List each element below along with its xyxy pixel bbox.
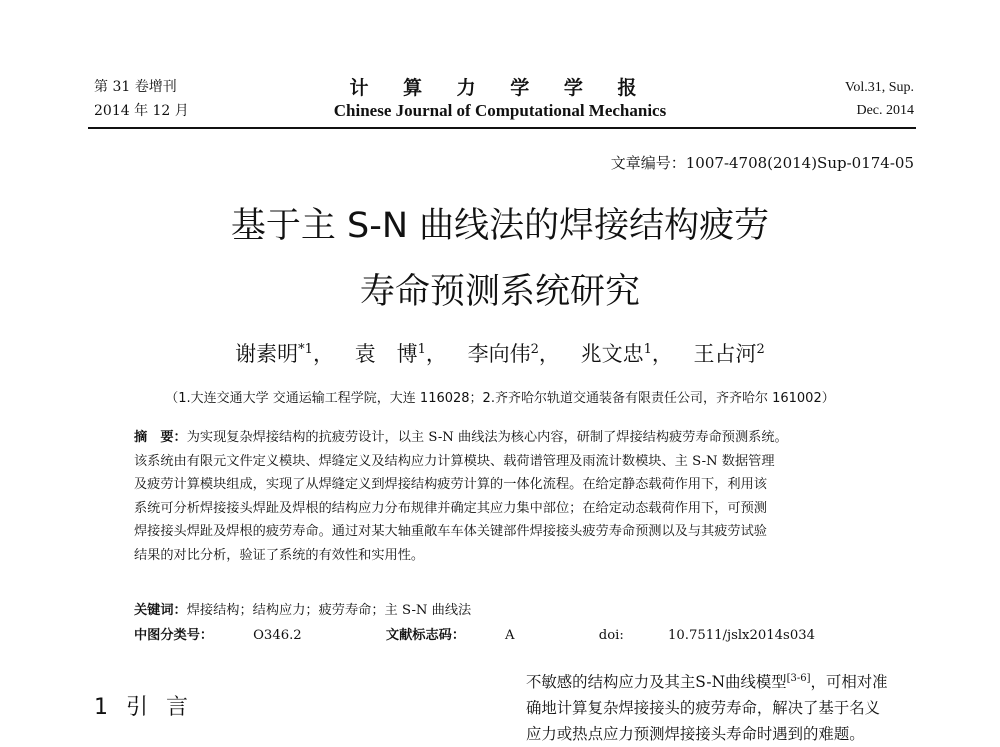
journal-title-en: Chinese Journal of Computational Mechanics [333, 101, 667, 120]
author-name: 谢素明 [235, 342, 299, 366]
date-label-en: Dec. 2014 [856, 103, 914, 118]
author-separator: ， [312, 342, 334, 366]
author-name: 袁 博 [354, 342, 418, 366]
author-separator: ， [651, 342, 673, 366]
keywords-text: 焊接结构；结构应力；疲劳寿命；主 S-N 曲线法 [186, 603, 472, 618]
doc-code-label: 文献标志码： [385, 628, 466, 643]
citation-ref: [3-6] [786, 673, 811, 684]
author-list [0, 338, 1000, 368]
volume-label-cn: 第 31 卷增刊 [94, 79, 177, 95]
body-text: 不敏感的结构应力及其主S-N曲线模型 [526, 673, 787, 692]
author-separator: ， [538, 342, 560, 366]
article-number: 文章编号：1007-4708(2014)Sup-0174-05 [610, 154, 914, 172]
body-line: 确地计算复杂焊接接头的疲劳寿命，解决了基于名义 [526, 699, 880, 718]
body-line [526, 666, 918, 695]
abstract-line: 系统可分析焊接接头焊趾及焊根的结构应力分布规律并确定其应力集中部位；在给定动态载荷作用下，可预测 [134, 500, 767, 516]
abstract-line: 该系统由有限元文件定义模块、焊缝定义及结构应力计算模块、载荷谱管理及雨流计数模块、主 S-N 数据管理 [134, 453, 775, 469]
affiliations: （1.大连交通大学 交通运输工程学院，大连 116028；2.齐齐哈尔轨道交通装备有限责任公司，齐齐哈尔 161002） [165, 391, 835, 406]
classification-line [134, 624, 895, 643]
section-title: 引言 [126, 695, 207, 720]
clc-label: 中图分类号： [134, 628, 214, 643]
author-name: 李向伟 [467, 342, 531, 366]
abstract-text: 为实现复杂焊接结构的抗疲劳设计，以主 S-N 曲线法为核心内容，研制了焊接结构疲劳寿命预测系统。 [186, 430, 788, 445]
author-affil-mark: 2 [756, 342, 765, 357]
abstract-line: 及疲劳计算模块组成，实现了从焊缝定义到焊接结构疲劳计算的一体化流程。在给定静态载荷作用下，利用该 [134, 477, 767, 493]
keywords-label: 关键词： [134, 603, 187, 618]
author-separator: ， [425, 342, 447, 366]
section-number: 1 [94, 695, 108, 720]
abstract [134, 426, 894, 568]
paper-title-line1: 基于主 S-N 曲线法的焊接结构疲劳 [230, 206, 770, 246]
date-label-cn: 2014 年 12 月 [94, 103, 189, 119]
body-text-right-column [526, 666, 918, 747]
doi-label: doi: [598, 628, 628, 643]
abstract-line: 结果的对比分析，验证了系统的有效性和实用性。 [134, 547, 425, 563]
author-name: 兆文忠 [580, 342, 644, 366]
doc-code-value: A [505, 628, 515, 643]
header-rule [88, 127, 916, 129]
journal-title-cn: 计 算 力 学 学 报 [349, 77, 651, 99]
section-heading [94, 690, 206, 721]
author-affil-mark: 1 [417, 342, 426, 357]
author-affil-mark: *1 [298, 342, 313, 357]
abstract-line: 焊接接头焊趾及焊根的疲劳寿命。通过对某大轴重敞车车体关键部件焊接接头疲劳寿命预测以及与其疲劳试验 [134, 524, 767, 540]
paper-title-line2: 寿命预测系统研究 [359, 272, 640, 312]
abstract-label: 摘 要： [134, 430, 187, 445]
body-text: ，可相对准 [810, 673, 888, 692]
doi-value: 10.7511/jslx2014s034 [668, 628, 815, 643]
author-name: 王占河 [693, 342, 757, 366]
author-affil-mark: 1 [643, 342, 652, 357]
clc-value: O346.2 [253, 628, 302, 643]
body-line: 应力或热点应力预测焊接接头寿命时遇到的难题。 [526, 725, 865, 744]
volume-label-en: Vol.31, Sup. [845, 80, 914, 95]
author-affil-mark: 2 [530, 342, 539, 357]
keywords [134, 599, 471, 618]
abstract-line [134, 426, 894, 450]
